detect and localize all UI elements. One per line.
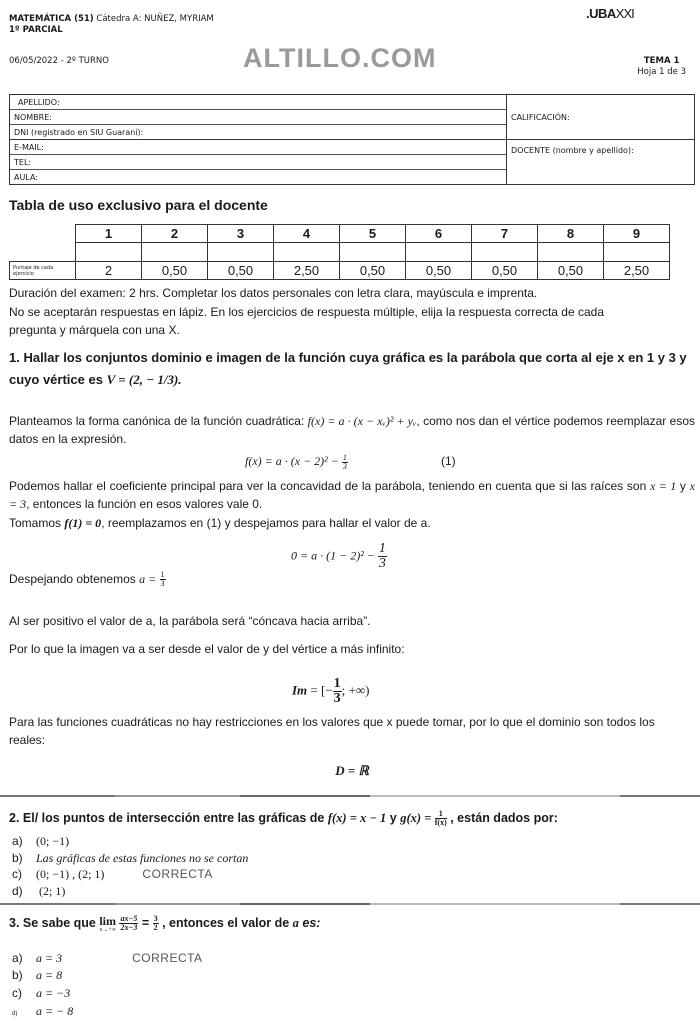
q2-option-c[interactable]: c) (0; −1) , (2; 1) CORRECTA xyxy=(12,867,213,881)
score-table xyxy=(9,224,670,280)
score-entry[interactable] xyxy=(76,243,142,262)
field-docente[interactable]: DOCENTE (nombre y apellido): xyxy=(511,146,634,155)
field-calificacion[interactable]: CALIFICACIÓN: xyxy=(507,95,694,140)
exam-date: 06/05/2022 - 2º TURNO xyxy=(9,56,109,66)
field-dni[interactable]: DNI (registrado en SIU Guaraní): xyxy=(10,125,506,140)
score-entry[interactable] xyxy=(406,243,472,262)
uba-logo: .UBAXXI xyxy=(586,6,634,21)
divider xyxy=(0,795,700,797)
exam-header xyxy=(9,14,214,36)
col-header: 4 xyxy=(274,225,340,243)
col-header: 2 xyxy=(142,225,208,243)
tema-label: TEMA 1 xyxy=(643,56,680,66)
catedra: Cátedra A: NUÑEZ, MYRIAM xyxy=(96,14,214,24)
score-table-title: Tabla de uso exclusivo para el docente xyxy=(9,197,268,213)
instructions-duration: Duración del examen: 2 hrs. Completar los datos personales con letra clara, mayúscula e imprenta. xyxy=(9,286,538,300)
q1-equation-2: 0 = a · (1 − 2)² − $\frac{1}{3}$ xyxy=(291,541,386,571)
q2-option-b[interactable]: b) Las gráficas de estas funciones no se cortan xyxy=(12,851,249,865)
score-value: 0,50 xyxy=(208,262,274,280)
q1-paragraph-f1: Tomamos f(1) = 0, reemplazamos en (1) y despejamos para hallar el valor de a. xyxy=(9,516,431,530)
q1-image-set: Im = [− $\frac{1}{3}$ ; +∞) xyxy=(292,676,370,706)
field-apellido[interactable]: APELLIDO: xyxy=(10,95,506,110)
q1-paragraph-roots: Podemos hallar el coeficiente principal para ver la concavidad de la parábola, teniendo en cuenta que si las raíces son x = 1 y x = 3, entonces la función en esos valores vale 0. xyxy=(9,479,695,511)
instructions-rules: No se aceptarán respuestas en lápiz. En los ejercicios de respuesta múltiple, elija la respuesta correcta de cada pregunta y márquela con una X. xyxy=(9,305,604,337)
field-nombre[interactable]: NOMBRE: xyxy=(10,110,506,125)
score-value: 0,50 xyxy=(340,262,406,280)
q1-paragraph-result-a: Despejando obtenemos a = $\frac{1}{3}$ xyxy=(9,570,165,589)
score-value: 0,50 xyxy=(142,262,208,280)
field-email[interactable]: E-MAIL: xyxy=(10,140,506,155)
exam-name: 1º PARCIAL xyxy=(9,25,63,35)
col-header: 9 xyxy=(604,225,670,243)
field-tel[interactable]: TEL: xyxy=(10,155,506,170)
q1-paragraph-domain: Para las funciones cuadráticas no hay restricciones en los valores que x puede tomar, por lo que el dominio son todos los reales: xyxy=(9,715,655,747)
col-header: 6 xyxy=(406,225,472,243)
score-entry[interactable] xyxy=(472,243,538,262)
q3-option-a[interactable]: a) a = 3 CORRECTA xyxy=(12,951,203,965)
score-value: 2 xyxy=(76,262,142,280)
divider xyxy=(0,903,700,905)
score-value: 2,50 xyxy=(274,262,340,280)
q3-option-d[interactable]: d) a = − 8 xyxy=(12,1004,74,1018)
col-header: 7 xyxy=(472,225,538,243)
q2-option-d[interactable]: d) (2; 1) xyxy=(12,884,66,898)
field-aula[interactable]: AULA: xyxy=(14,172,38,182)
col-header: 8 xyxy=(538,225,604,243)
tema-info xyxy=(637,56,686,78)
col-header: 1 xyxy=(76,225,142,243)
row-label: Puntaje de cada ejercicio xyxy=(10,262,76,280)
q2-title: 2. El/ los puntos de intersección entre las gráficas de f(x) = x − 1 y g(x) = $\frac{1}{f(x)}$ , están dados por: xyxy=(9,809,558,828)
score-entry[interactable] xyxy=(340,243,406,262)
q1-paragraph-image: Por lo que la imagen va a ser desde el valor de y del vértice a más infinito: xyxy=(9,642,405,656)
col-header: 5 xyxy=(340,225,406,243)
q3-option-b[interactable]: b) a = 8 xyxy=(12,968,63,982)
page-indicator: Hoja 1 de 3 xyxy=(637,67,686,77)
q1-title: 1. Hallar los conjuntos dominio e imagen de la función cuya gráfica es la parábola que corta al eje x en 1 y 3 y cuyo vértice es V = (2, − 1/3). xyxy=(9,350,687,387)
score-value: 0,50 xyxy=(538,262,604,280)
watermark: ALTILLO.COM xyxy=(243,43,437,73)
correct-marker: CORRECTA xyxy=(132,951,203,965)
q1-paragraph-concavity: Al ser positivo el valor de a, la parábola será “cóncava hacia arriba”. xyxy=(9,614,371,628)
q3-title: 3. Se sabe que lim x→+∞ $\frac{ax-5}{2x-3}$ = $\frac{3}{2}$ , entonces el valor de a es: xyxy=(9,913,321,933)
q1-paragraph-canonical: Planteamos la forma canónica de la función cuadrática: f(x) = a · (x − xᵥ)² + yᵥ, como nos dan el vértice podemos reemplazar esos datos en la expresión. xyxy=(9,414,695,446)
score-entry[interactable] xyxy=(604,243,670,262)
score-entry[interactable] xyxy=(538,243,604,262)
score-value: 2,50 xyxy=(604,262,670,280)
correct-marker: CORRECTA xyxy=(142,867,213,881)
student-data-form xyxy=(9,94,695,185)
vertex: V = (2, − 1/3). xyxy=(106,372,182,387)
subject-name: MATEMÁTICA (51) xyxy=(9,14,94,24)
q1-domain-set: D = ℝ xyxy=(335,763,369,778)
score-entry[interactable] xyxy=(208,243,274,262)
score-value: 0,50 xyxy=(406,262,472,280)
score-value: 0,50 xyxy=(472,262,538,280)
q3-option-c[interactable]: c) a = −3 xyxy=(12,986,71,1000)
score-entry[interactable] xyxy=(274,243,340,262)
q2-option-a[interactable]: a) (0; −1) xyxy=(12,834,70,848)
score-entry[interactable] xyxy=(142,243,208,262)
col-header: 3 xyxy=(208,225,274,243)
